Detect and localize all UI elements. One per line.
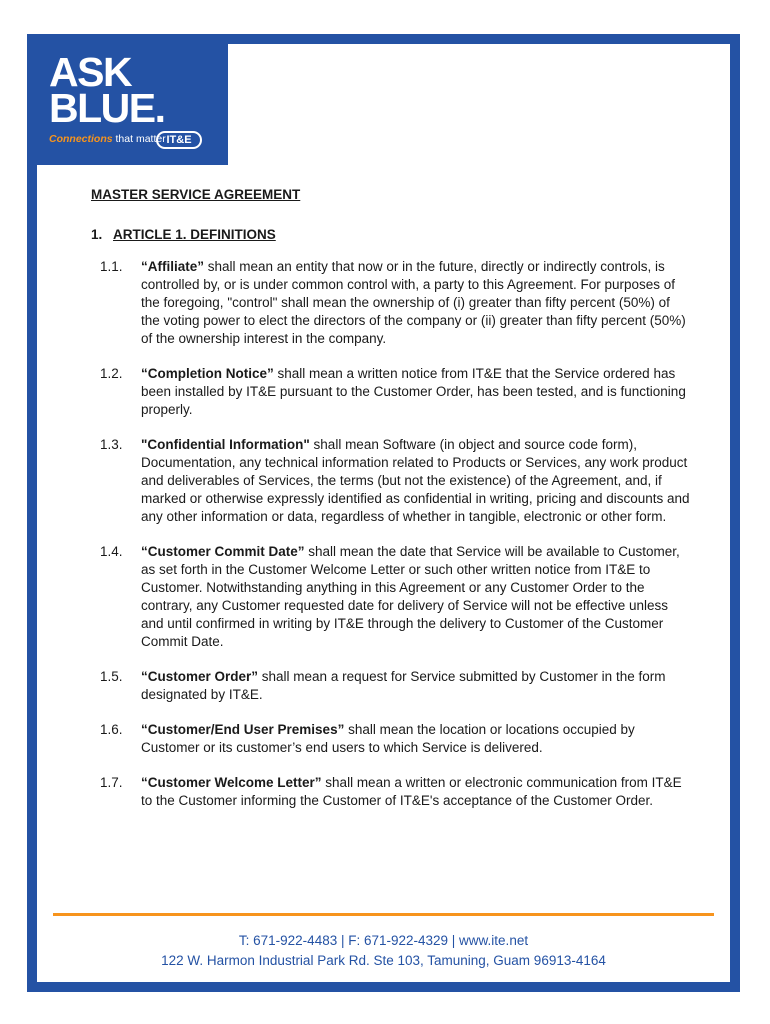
article-heading <box>91 226 691 244</box>
clause-term: “Customer Order” <box>141 669 259 684</box>
clause-term: “Customer Welcome Letter” <box>141 775 322 790</box>
tagline-rest: that matter <box>112 133 166 145</box>
clause-text: shall mean the location or locations occupied by Customer or its customer’s end users to which Service is delivered. <box>141 722 635 755</box>
clause-term: “Affiliate” <box>141 259 205 274</box>
clause-customer-commit-date <box>91 543 691 651</box>
document-body <box>91 186 691 810</box>
clause-number: 1.5. <box>100 669 123 684</box>
clause-text: shall mean the date that Service will be available to Customer, as set forth in the Customer Welcome Letter or such other written notice from IT&E to Customer. Notwithstanding anything in this Agreement or any Customer Order to the contrary, any Customer requested date for delivery of Service will not be effective unless and until confirmed in writing by IT&E through the delivery to Customer of the Customer Commit Date. <box>141 544 680 649</box>
document-title: MASTER SERVICE AGREEMENT <box>91 187 301 202</box>
clause-customer-order <box>91 668 691 704</box>
definitions-list <box>91 258 691 810</box>
clause-number: 1.1. <box>100 259 123 274</box>
logo-line-2: BLUE. <box>49 85 165 131</box>
logo-wordmark <box>49 49 165 131</box>
clause-number: 1.3. <box>100 437 123 452</box>
tagline-accent: Connections <box>49 133 113 145</box>
clause-text: shall mean an entity that now or in the future, directly or indirectly controls, is controlled by, or is under common control with, a party to this Agreement. For purposes of the foregoing, "control" shall mean the ownership of (i) greater than fifty percent (50%) of the voting power to elect the directors of the company or (ii) greater than fifty percent (50%) of the ownership interest in the company. <box>141 259 686 346</box>
article-label: ARTICLE 1. DEFINITIONS <box>113 227 276 242</box>
clause-text: shall mean a written notice from IT&E that the Service ordered has been installed by IT&E pursuant to the Customer Order, has been tested, and is functioning properly. <box>141 366 686 417</box>
clause-number: 1.7. <box>100 775 123 790</box>
footer-contact: T: 671-922-4483 | F: 671-922-4329 | www.ite.net <box>238 933 529 948</box>
clause-number: 1.2. <box>100 366 123 381</box>
clause-confidential-information <box>91 436 691 526</box>
clause-text: shall mean a request for Service submitted by Customer in the form designated by IT&E. <box>141 669 666 702</box>
clause-number: 1.4. <box>100 544 123 559</box>
clause-text: shall mean a written or electronic communication from IT&E to the Customer informing the Customer of IT&E's acceptance of the Customer Order. <box>141 775 682 808</box>
clause-affiliate <box>91 258 691 348</box>
clause-term: “Completion Notice” <box>141 366 274 381</box>
clause-customer-welcome-letter <box>91 774 691 810</box>
footer-divider <box>53 913 714 916</box>
clause-customer-end-user-premises <box>91 721 691 757</box>
clause-term: “Customer/End User Premises” <box>141 722 345 737</box>
logo-line-1: ASK <box>49 49 132 95</box>
ite-badge: IT&E <box>156 131 202 149</box>
clause-number: 1.6. <box>100 722 123 737</box>
logo-tagline <box>49 133 166 145</box>
clause-completion-notice <box>91 365 691 419</box>
article-number: 1. <box>91 227 103 242</box>
footer-address: 122 W. Harmon Industrial Park Rd. Ste 103, Tamuning, Guam 96913-4164 <box>161 953 606 968</box>
clause-term: "Confidential Information" <box>141 437 310 452</box>
clause-text: shall mean Software (in object and source code form), Documentation, any technical information related to Products or Services, any work product and deliverables of Services, the terms (but not the existence) of the Agreement, and, if marked or otherwise expressly identified as confidential in writing, pricing and discounts and any other information or data, regardless of whether in tangible, electronic or other form. <box>141 437 690 524</box>
brand-logo <box>27 34 228 165</box>
clause-term: “Customer Commit Date” <box>141 544 305 559</box>
